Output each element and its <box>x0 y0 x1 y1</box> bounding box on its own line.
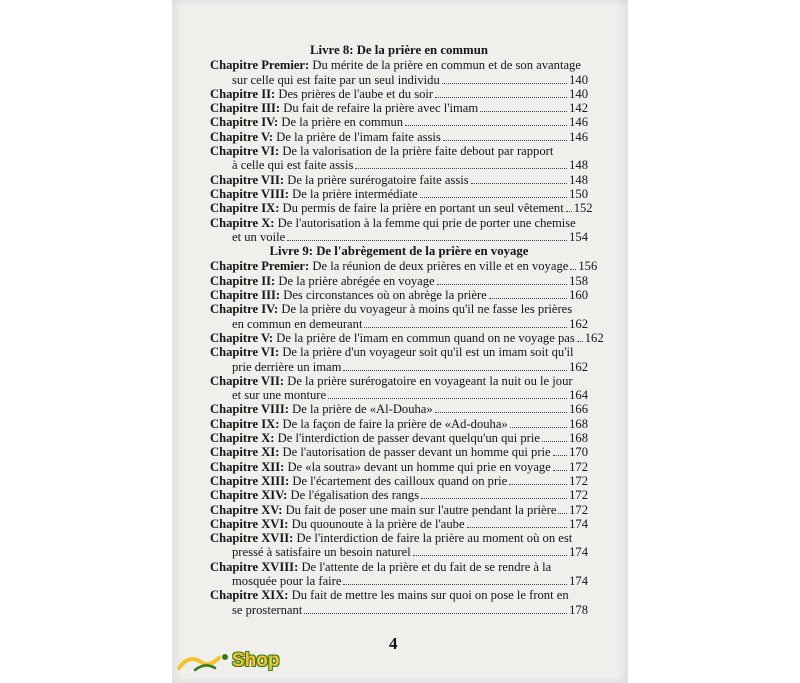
toc-entry-text <box>210 288 487 302</box>
chapter-label: Chapitre V: <box>210 330 274 345</box>
toc-entry-text <box>210 115 403 129</box>
toc-entry-line <box>210 201 593 216</box>
toc-entry-text <box>210 216 576 230</box>
toc-entry-line <box>210 101 588 115</box>
chapter-label: Chapitre XVI: <box>210 516 289 531</box>
page-ref: 160 <box>569 288 588 303</box>
page-ref: 172 <box>569 459 588 474</box>
page-ref: 172 <box>569 473 588 488</box>
dot-leader <box>413 555 567 556</box>
toc-entry-text <box>232 317 362 331</box>
chapter-title: De l'interdiction de faire la prière au moment où on est <box>296 531 573 546</box>
dot-leader <box>570 269 576 270</box>
toc-entry-text <box>210 87 433 101</box>
chapter-title: De la prière en commun <box>281 115 404 130</box>
toc-entry-text <box>232 574 341 588</box>
toc-entry[interactable] <box>210 187 588 201</box>
toc-entry[interactable] <box>210 58 588 87</box>
toc-entry-line <box>210 115 588 129</box>
dot-leader <box>343 370 567 371</box>
toc-entry-line <box>210 58 588 72</box>
table-of-contents <box>210 43 604 617</box>
chapter-title: De la prière de l'imam en commun quand on ne voyage pas <box>276 330 575 345</box>
chapter-label: Chapitre II: <box>210 273 276 288</box>
dot-leader <box>343 584 567 585</box>
chapter-label: Chapitre XII: <box>210 459 285 474</box>
dot-leader <box>471 183 567 184</box>
dot-leader <box>509 484 567 485</box>
chapter-title: se prosternant <box>232 602 303 617</box>
toc-entry-text <box>210 274 435 288</box>
dot-leader <box>553 455 567 456</box>
chapter-label: Chapitre Premier: <box>210 259 310 274</box>
chapter-label: Chapitre III: <box>210 101 281 116</box>
toc-entry-line <box>210 302 588 316</box>
toc-entry[interactable] <box>210 288 588 302</box>
toc-entry[interactable] <box>210 474 588 488</box>
toc-entry-line <box>210 87 588 101</box>
page-ref: 162 <box>584 330 604 345</box>
toc-entry-text <box>210 101 478 115</box>
page-ref: 156 <box>578 259 598 274</box>
toc-entry-text <box>232 158 353 172</box>
toc-entry-text <box>210 187 418 201</box>
dot-leader <box>435 97 567 98</box>
toc-entry[interactable] <box>210 144 588 173</box>
toc-entry-line <box>210 274 588 288</box>
dot-leader <box>480 111 567 112</box>
page-ref: 174 <box>569 545 588 560</box>
toc-entry-text <box>232 545 411 559</box>
toc-entry-text <box>210 402 433 416</box>
chapter-title: Des prières de l'aube et du soir <box>278 86 434 101</box>
dot-leader <box>577 341 583 342</box>
chapter-label: Chapitre VII: <box>210 172 285 187</box>
toc-entry-text <box>210 331 575 345</box>
chapter-label: Chapitre Premier: <box>210 58 310 73</box>
toc-entry-line <box>210 216 588 230</box>
toc-entry[interactable] <box>210 302 588 331</box>
toc-entry[interactable] <box>210 374 588 403</box>
chapter-title: Du fait de mettre les mains sur quoi on pose le front en <box>291 588 569 603</box>
chapter-label: Chapitre XV: <box>210 502 283 517</box>
toc-entry-line <box>210 603 588 617</box>
chapter-title: De la prière intermédiate <box>292 186 418 201</box>
toc-entry-line <box>210 460 588 474</box>
chapter-label: Chapitre IX: <box>210 416 280 431</box>
chapter-title: pressé à satisfaire un besoin naturel <box>232 545 411 560</box>
dot-leader <box>328 398 567 399</box>
toc-entry-text <box>210 517 465 531</box>
dot-leader <box>558 513 567 514</box>
toc-entry-text <box>210 201 564 215</box>
page-ref: 146 <box>569 129 588 144</box>
chapter-label: Chapitre XI: <box>210 445 280 460</box>
toc-entry-line <box>210 560 588 574</box>
toc-entry-line <box>210 388 588 402</box>
toc-entry[interactable] <box>210 445 588 459</box>
page-ref: 142 <box>569 101 588 116</box>
toc-entry-line <box>210 545 588 559</box>
toc-entry-line <box>210 503 588 517</box>
toc-entry-line <box>210 330 604 345</box>
toc-entry[interactable] <box>210 216 588 245</box>
toc-entry-line <box>210 445 588 459</box>
page-ref: 148 <box>569 158 588 173</box>
toc-entry-line <box>210 488 588 502</box>
page-number: 4 <box>389 634 398 653</box>
toc-entry-text <box>210 345 573 359</box>
chapter-label: Chapitre VIII: <box>210 186 289 201</box>
dot-leader <box>304 613 567 614</box>
chapter-title: De la prière de l'imam faite assis <box>276 129 441 144</box>
toc-entry-line <box>210 574 588 588</box>
chapter-title: De l'écartement des cailloux quand on prie <box>292 473 508 488</box>
toc-entry[interactable] <box>210 330 604 345</box>
dot-leader <box>566 211 572 212</box>
page-ref: 140 <box>569 72 588 87</box>
page-ref: 148 <box>569 172 588 187</box>
toc-entry[interactable] <box>210 531 588 560</box>
chapter-label: Chapitre X: <box>210 215 275 230</box>
chapter-title: à celle qui est faite assis <box>232 158 354 173</box>
toc-entry[interactable] <box>210 460 588 474</box>
page-ref: 158 <box>569 273 588 288</box>
toc-entry[interactable] <box>210 101 588 115</box>
toc-entry-text <box>210 531 572 545</box>
page-ref: 178 <box>569 602 588 617</box>
toc-entry[interactable] <box>210 402 588 416</box>
toc-entry[interactable] <box>210 259 598 274</box>
toc-entry[interactable] <box>210 115 588 129</box>
chapter-title: De la façon de faire la prière de «Ad-douha» <box>282 416 508 431</box>
page-ref: 150 <box>569 186 588 201</box>
chapter-title: De la réunion de deux prières en ville et en voyage <box>312 259 569 274</box>
toc-entry[interactable] <box>210 345 588 374</box>
dot-leader <box>467 527 568 528</box>
dot-leader <box>420 197 567 198</box>
page-ref: 168 <box>569 431 588 446</box>
toc-entry-line <box>210 360 588 374</box>
toc-entry-text <box>210 474 507 488</box>
toc-entry-text <box>210 374 573 388</box>
page-ref: 162 <box>569 359 588 374</box>
page-ref: 170 <box>569 445 588 460</box>
chapter-title: De la prière du voyageur à moins qu'il ne fasse les prières <box>281 302 573 317</box>
dot-leader <box>355 168 567 169</box>
chapter-label: Chapitre XIX: <box>210 588 289 603</box>
chapter-label: Chapitre IV: <box>210 302 279 317</box>
toc-entry-text <box>210 58 581 72</box>
dot-leader <box>510 427 567 428</box>
chapter-title: De l'égalisation des rangs <box>290 488 420 503</box>
page-ref: 172 <box>569 488 588 503</box>
toc-entry-line <box>210 374 588 388</box>
toc-entry-text <box>210 431 540 445</box>
chapter-label: Chapitre II: <box>210 86 276 101</box>
dot-leader <box>443 140 567 141</box>
toc-entry-text <box>210 144 553 158</box>
toc-entry-line <box>210 417 588 431</box>
dot-leader <box>489 298 567 299</box>
toc-entry-line <box>210 144 588 158</box>
chapter-label: Chapitre VII: <box>210 373 285 388</box>
toc-entry[interactable] <box>210 560 588 589</box>
chapter-title: en commun en demeurant <box>232 316 363 331</box>
book-title: Livre 9: De l'abrègement de la prière en voyage <box>269 244 529 259</box>
chapter-title: De l'interdiction de passer devant quelqu'un qui prie <box>277 431 540 446</box>
chapter-title: sur celle qui est faite par un seul individu <box>232 72 440 87</box>
toc-entry[interactable] <box>210 431 588 445</box>
chapter-title: et sur une monture <box>232 388 327 403</box>
toc-entry-line <box>210 187 588 201</box>
chapter-title: et un voile <box>232 229 286 244</box>
toc-entry-line <box>210 259 598 274</box>
toc-entry-text <box>210 417 508 431</box>
chapter-title: mosquée pour la faire <box>232 573 342 588</box>
toc-entry[interactable] <box>210 130 588 144</box>
chapter-title: De l'autorisation à la femme qui prie de porter une chemise <box>277 215 576 230</box>
dot-leader <box>553 470 567 471</box>
chapter-label: Chapitre VI: <box>210 144 280 159</box>
chapter-label: Chapitre V: <box>210 129 274 144</box>
chapter-title: Du permis de faire la prière en portant un seul vêtement <box>282 201 564 216</box>
page-ref: 140 <box>569 86 588 101</box>
chapter-label: Chapitre X: <box>210 431 275 446</box>
toc-entry-text <box>210 445 551 459</box>
chapter-title: De la prière surérogatoire en voyageant la nuit ou le jour <box>287 373 573 388</box>
toc-entry-text <box>210 460 551 474</box>
toc-entry-line <box>210 402 588 416</box>
toc-entry-text <box>210 588 569 602</box>
toc-entry-line <box>210 230 588 244</box>
page-ref: 174 <box>569 516 588 531</box>
toc-entry[interactable] <box>210 173 588 187</box>
toc-entry-text <box>232 360 341 374</box>
dot-leader <box>405 125 567 126</box>
chapter-label: Chapitre XVII: <box>210 531 294 546</box>
chapter-title: Du quounoute à la prière de l'aube <box>291 516 465 531</box>
toc-entry[interactable] <box>210 488 588 502</box>
toc-entry-line <box>210 158 588 172</box>
chapter-label: Chapitre III: <box>210 288 281 303</box>
toc-entry-text <box>210 259 568 273</box>
page-ref: 174 <box>569 573 588 588</box>
toc-entry[interactable] <box>210 588 588 617</box>
dot-leader <box>437 284 567 285</box>
page-ref: 162 <box>569 316 588 331</box>
book-title: Livre 8: De la prière en commun <box>310 43 488 57</box>
chapter-title: De l'autorisation de passer devant un homme qui prie <box>282 445 551 460</box>
page-ref: 172 <box>569 502 588 517</box>
chapter-title: Du fait de poser une main sur l'autre pendant la prière <box>285 502 557 517</box>
toc-entry-text <box>210 560 551 574</box>
chapter-title: prie derrière un imam <box>232 359 342 374</box>
chapter-label: Chapitre IX: <box>210 201 280 216</box>
page-ref: 146 <box>569 115 588 130</box>
toc-entry-text <box>232 388 326 402</box>
toc-entry-text <box>232 73 440 87</box>
dot-leader <box>542 441 567 442</box>
dot-leader <box>442 83 567 84</box>
chapter-title: De la prière surérogatoire faite assis <box>287 172 469 187</box>
toc-entry[interactable] <box>210 274 588 288</box>
toc-entry-text <box>210 503 556 517</box>
chapter-title: De la valorisation de la prière faite debout par rapport <box>282 144 554 159</box>
toc-entry-line <box>210 517 588 531</box>
chapter-title: Du fait de refaire la prière avec l'imam <box>283 101 479 116</box>
page-ref: 164 <box>569 388 588 403</box>
page-ref: 166 <box>569 402 588 417</box>
toc-entry-line <box>210 173 588 187</box>
chapter-label: Chapitre XIV: <box>210 488 288 503</box>
toc-entry-line <box>210 588 588 602</box>
chapter-title: De la prière de «Al-Douha» <box>292 402 433 417</box>
chapter-title: De l'attente de la prière et du fait de se rendre à la <box>301 559 552 574</box>
toc-entry-line <box>210 345 588 359</box>
toc-entry-line <box>210 531 588 545</box>
toc-entry[interactable] <box>210 87 588 101</box>
toc-entry-line <box>210 288 588 302</box>
page-ref: 152 <box>573 201 593 216</box>
chapter-label: Chapitre XVIII: <box>210 559 299 574</box>
chapter-title: De la prière d'un voyageur soit qu'il est un imam soit qu'il <box>282 345 574 360</box>
chapter-title: De la prière abrégée en voyage <box>278 273 435 288</box>
toc-entry-text <box>210 488 419 502</box>
dot-leader <box>421 498 567 499</box>
page-ref: 154 <box>569 229 588 244</box>
toc-entry-line <box>210 474 588 488</box>
toc-entry[interactable] <box>210 503 588 517</box>
chapter-title: Des circonstances où on abrège la prière <box>283 288 487 303</box>
toc-entry-text <box>210 173 469 187</box>
dot-leader <box>364 327 567 328</box>
chapter-title: Du mérite de la prière en commun et de son avantage <box>312 58 581 73</box>
toc-entry-line <box>210 130 588 144</box>
chapter-label: Chapitre VI: <box>210 345 280 360</box>
dot-leader <box>287 240 567 241</box>
chapter-label: Chapitre IV: <box>210 115 279 130</box>
shop-logo-text: Shop <box>232 650 280 671</box>
page-ref: 168 <box>569 416 588 431</box>
toc-entry-line <box>210 317 588 331</box>
toc-entry[interactable] <box>210 517 588 531</box>
dot-leader <box>435 412 567 413</box>
toc-entry[interactable] <box>210 417 588 431</box>
chapter-label: Chapitre XIII: <box>210 473 290 488</box>
toc-entry-line <box>210 73 588 87</box>
chapter-label: Chapitre VIII: <box>210 402 289 417</box>
toc-entry-text <box>210 302 572 316</box>
toc-entry-text <box>232 603 302 617</box>
toc-entry-text <box>210 130 441 144</box>
toc-entry-line <box>210 431 588 445</box>
chapter-title: De «la soutra» devant un homme qui prie en voyage <box>287 459 551 474</box>
toc-entry[interactable] <box>210 201 593 216</box>
toc-entry-text <box>232 230 285 244</box>
